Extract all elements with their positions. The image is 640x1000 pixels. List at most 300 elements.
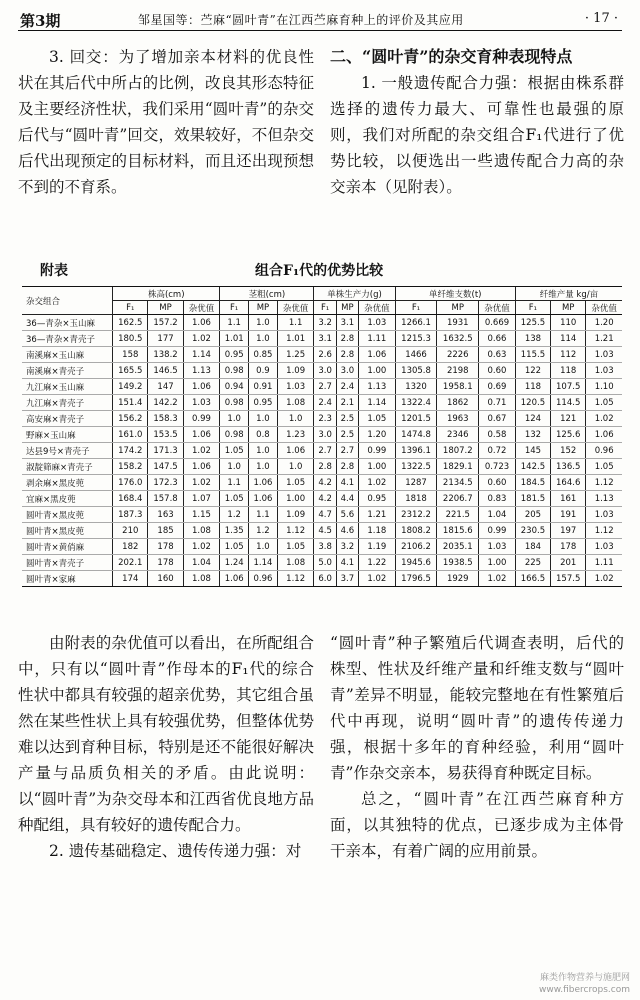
table-row xyxy=(22,443,622,459)
value-cell: 1.12 xyxy=(277,523,314,539)
value-cell: 1474.8 xyxy=(395,427,437,443)
value-cell: 1201.5 xyxy=(395,411,437,427)
left-column-top xyxy=(18,44,314,200)
value-cell: 3.8 xyxy=(314,539,336,555)
subheader-cell: F₁ xyxy=(220,301,249,315)
value-cell: 4.7 xyxy=(314,507,336,523)
value-cell: 121 xyxy=(551,411,586,427)
value-cell: 1.20 xyxy=(359,427,396,443)
value-cell: 2.6 xyxy=(314,347,336,363)
value-cell: 1796.5 xyxy=(395,571,437,587)
value-cell: 1.03 xyxy=(359,315,396,331)
value-cell: 1.13 xyxy=(183,363,220,379)
value-cell: 138 xyxy=(515,331,550,347)
value-cell: 3.7 xyxy=(336,571,358,587)
value-cell: 3.1 xyxy=(314,331,336,347)
value-cell: 1322.4 xyxy=(395,395,437,411)
value-cell: 115.5 xyxy=(515,347,550,363)
value-cell: 1.05 xyxy=(359,411,396,427)
table-row xyxy=(22,507,622,523)
value-cell: 182 xyxy=(113,539,148,555)
value-cell: 225 xyxy=(515,555,550,571)
value-cell: 158.2 xyxy=(113,459,148,475)
combo-cell: 九江麻×青壳子 xyxy=(22,395,113,411)
value-cell: 1.22 xyxy=(359,555,396,571)
value-cell: 0.58 xyxy=(479,427,516,443)
value-cell: 146.5 xyxy=(148,363,183,379)
value-cell: 1.0 xyxy=(277,411,314,427)
value-cell: 0.96 xyxy=(249,571,278,587)
value-cell: 1815.6 xyxy=(437,523,479,539)
table-body xyxy=(22,315,622,587)
value-cell: 1.03 xyxy=(586,363,622,379)
value-cell: 0.95 xyxy=(359,491,396,507)
table-caption: 组合F₁代的优势比较 xyxy=(255,263,384,279)
subheader-cell: F₁ xyxy=(395,301,437,315)
subheader-cell: 杂优值 xyxy=(586,301,622,315)
value-cell: 1.09 xyxy=(277,507,314,523)
value-cell: 2.7 xyxy=(314,443,336,459)
value-cell: 1287 xyxy=(395,475,437,491)
value-cell: 1.06 xyxy=(220,571,249,587)
value-cell: 1958.1 xyxy=(437,379,479,395)
value-cell: 5.0 xyxy=(314,555,336,571)
value-cell: 1.1 xyxy=(249,507,278,523)
value-cell: 3.2 xyxy=(336,539,358,555)
subheader-cell: MP xyxy=(437,301,479,315)
value-cell: 114 xyxy=(551,331,586,347)
value-cell: 125.5 xyxy=(515,315,550,331)
table-row xyxy=(22,427,622,443)
value-cell: 1632.5 xyxy=(437,331,479,347)
value-cell: 1320 xyxy=(395,379,437,395)
value-cell: 0.723 xyxy=(479,459,516,475)
value-cell: 1963 xyxy=(437,411,479,427)
value-cell: 1.03 xyxy=(586,507,622,523)
table-row xyxy=(22,555,622,571)
site-watermark: 麻类作物营养与施肥网 www.fibercrops.com xyxy=(539,973,630,995)
value-cell: 161 xyxy=(551,491,586,507)
value-cell: 1.20 xyxy=(586,315,622,331)
table-row xyxy=(22,363,622,379)
conclusion-paragraph: 总之，“圆叶青”在江西苎麻育种方面，以其独特的优点，已逐步成为主体骨干亲本，有着广阔的应用前景。 xyxy=(330,790,624,860)
value-cell: 180.5 xyxy=(113,331,148,347)
value-cell: 2035.1 xyxy=(437,539,479,555)
value-cell: 2198 xyxy=(437,363,479,379)
subheader-cell: F₁ xyxy=(314,301,336,315)
value-cell: 1.0 xyxy=(249,315,278,331)
heritability-heading: 2. 遗传基础稳定、遗传传递力强：对 xyxy=(49,842,302,860)
value-cell: 1.23 xyxy=(277,427,314,443)
value-cell: 3.2 xyxy=(314,315,336,331)
value-cell: 0.71 xyxy=(479,395,516,411)
combo-cell: 野麻×玉山麻 xyxy=(22,427,113,443)
value-cell: 1.00 xyxy=(359,363,396,379)
value-cell: 184.5 xyxy=(515,475,550,491)
value-cell: 1.06 xyxy=(249,491,278,507)
value-cell: 1.06 xyxy=(586,427,622,443)
value-cell: 176.0 xyxy=(113,475,148,491)
value-cell: 165.5 xyxy=(113,363,148,379)
value-cell: 156.2 xyxy=(113,411,148,427)
value-cell: 0.95 xyxy=(249,395,278,411)
value-cell: 5.6 xyxy=(336,507,358,523)
combo-cell: 36—青杂×青壳子 xyxy=(22,331,113,347)
value-cell: 2312.2 xyxy=(395,507,437,523)
value-cell: 0.95 xyxy=(220,347,249,363)
value-cell: 138.2 xyxy=(148,347,183,363)
value-cell: 1.02 xyxy=(479,571,516,587)
value-cell: 0.94 xyxy=(220,379,249,395)
table-row xyxy=(22,395,622,411)
value-cell: 1.00 xyxy=(359,459,396,475)
value-cell: 177 xyxy=(148,331,183,347)
value-cell: 1215.3 xyxy=(395,331,437,347)
subheader-cell: F₁ xyxy=(515,301,550,315)
value-cell: 1.10 xyxy=(586,379,622,395)
value-cell: 1396.1 xyxy=(395,443,437,459)
heritability-paragraph: “圆叶青”种子繁殖后代调查表明，后代的株型、性状及纤维产量和纤维支数与“圆叶青”差异不明显，能较完整地在有性繁殖后代中再现，说明“圆叶青”的遗传传递力强，根据十多年的育种经验，利用“圆叶青”作杂交亲本，易获得育种既定目标。 xyxy=(330,634,624,782)
value-cell: 147 xyxy=(148,379,183,395)
value-cell: 1305.8 xyxy=(395,363,437,379)
value-cell: 1.0 xyxy=(249,459,278,475)
value-cell: 1.15 xyxy=(183,507,220,523)
table-row xyxy=(22,475,622,491)
value-cell: 152 xyxy=(551,443,586,459)
value-cell: 142.5 xyxy=(515,459,550,475)
value-cell: 1.08 xyxy=(183,523,220,539)
table-title-row xyxy=(40,260,620,282)
value-cell: 4.2 xyxy=(314,475,336,491)
group-header: 茎粗(cm) xyxy=(220,287,314,301)
value-cell: 1.0 xyxy=(249,539,278,555)
value-cell: 0.67 xyxy=(479,411,516,427)
page-header xyxy=(18,8,622,31)
value-cell: 2.8 xyxy=(314,459,336,475)
table-row xyxy=(22,491,622,507)
value-cell: 0.99 xyxy=(479,523,516,539)
subheader-cell: MP xyxy=(249,301,278,315)
value-cell: 149.2 xyxy=(113,379,148,395)
value-cell: 1.06 xyxy=(183,315,220,331)
value-cell: 1.05 xyxy=(220,539,249,555)
value-cell: 1.09 xyxy=(277,363,314,379)
combo-cell: 宜麻×黑皮蔸 xyxy=(22,491,113,507)
value-cell: 178 xyxy=(148,555,183,571)
value-cell: 166.5 xyxy=(515,571,550,587)
table-row xyxy=(22,459,622,475)
value-cell: 1.1 xyxy=(277,315,314,331)
value-cell: 1.25 xyxy=(277,347,314,363)
value-cell: 1.14 xyxy=(249,555,278,571)
value-cell: 2226 xyxy=(437,347,479,363)
combo-cell: 淑靛筛麻×青壳子 xyxy=(22,459,113,475)
value-cell: 120.5 xyxy=(515,395,550,411)
value-cell: 0.83 xyxy=(479,491,516,507)
value-cell: 3.0 xyxy=(336,363,358,379)
combo-cell: 圆叶青×家麻 xyxy=(22,571,113,587)
value-cell: 1.06 xyxy=(183,379,220,395)
value-cell: 1.01 xyxy=(220,331,249,347)
value-cell: 1.21 xyxy=(359,507,396,523)
value-cell: 1.06 xyxy=(183,427,220,443)
subheader-cell: MP xyxy=(551,301,586,315)
page-number: · 17 · xyxy=(584,11,618,26)
value-cell: 1.02 xyxy=(183,331,220,347)
table-row xyxy=(22,571,622,587)
table-row xyxy=(22,523,622,539)
table-row xyxy=(22,347,622,363)
subheader-cell: 杂优值 xyxy=(277,301,314,315)
value-cell: 202.1 xyxy=(113,555,148,571)
value-cell: 1.0 xyxy=(249,443,278,459)
value-cell: 2106.2 xyxy=(395,539,437,555)
value-cell: 0.63 xyxy=(479,347,516,363)
value-cell: 4.2 xyxy=(314,491,336,507)
combo-cell: 南溪麻×青壳子 xyxy=(22,363,113,379)
value-cell: 125.6 xyxy=(551,427,586,443)
value-cell: 1.04 xyxy=(479,507,516,523)
table-label: 附表 xyxy=(40,263,68,279)
value-cell: 1466 xyxy=(395,347,437,363)
value-cell: 1.02 xyxy=(586,571,622,587)
value-cell: 1931 xyxy=(437,315,479,331)
value-cell: 1.11 xyxy=(359,331,396,347)
value-cell: 1.00 xyxy=(479,555,516,571)
value-cell: 1.14 xyxy=(359,395,396,411)
combo-cell: 圆叶青×黑皮蔸 xyxy=(22,507,113,523)
value-cell: 205 xyxy=(515,507,550,523)
value-cell: 1.13 xyxy=(586,491,622,507)
value-cell: 1808.2 xyxy=(395,523,437,539)
value-cell: 2.7 xyxy=(336,443,358,459)
value-cell: 197 xyxy=(551,523,586,539)
value-cell: 172.3 xyxy=(148,475,183,491)
value-cell: 1.08 xyxy=(277,395,314,411)
combo-cell: 剥余麻×黑皮蔸 xyxy=(22,475,113,491)
value-cell: 158.3 xyxy=(148,411,183,427)
value-cell: 1266.1 xyxy=(395,315,437,331)
value-cell: 2.4 xyxy=(314,395,336,411)
value-cell: 1862 xyxy=(437,395,479,411)
right-column-top xyxy=(330,44,624,200)
value-cell: 132 xyxy=(515,427,550,443)
combo-cell: 高安麻×青壳子 xyxy=(22,411,113,427)
value-cell: 0.9 xyxy=(249,363,278,379)
combo-cell: 圆叶青×青壳子 xyxy=(22,555,113,571)
value-cell: 191 xyxy=(551,507,586,523)
value-cell: 1.06 xyxy=(277,443,314,459)
value-cell: 1.24 xyxy=(220,555,249,571)
value-cell: 230.5 xyxy=(515,523,550,539)
value-cell: 2.3 xyxy=(314,411,336,427)
value-cell: 4.6 xyxy=(336,523,358,539)
group-header: 纤维产量 kg/亩 xyxy=(515,287,622,301)
value-cell: 1.04 xyxy=(183,555,220,571)
value-cell: 1.03 xyxy=(183,395,220,411)
value-cell: 0.60 xyxy=(479,363,516,379)
value-cell: 1.03 xyxy=(479,539,516,555)
value-cell: 3.0 xyxy=(314,363,336,379)
value-cell: 164.6 xyxy=(551,475,586,491)
value-cell: 0.99 xyxy=(183,411,220,427)
value-cell: 1.35 xyxy=(220,523,249,539)
value-cell: 1.08 xyxy=(183,571,220,587)
table-row xyxy=(22,331,622,347)
value-cell: 118 xyxy=(551,363,586,379)
group-header: 单纤维支数(t) xyxy=(395,287,515,301)
value-cell: 2206.7 xyxy=(437,491,479,507)
value-cell: 0.669 xyxy=(479,315,516,331)
value-cell: 1.05 xyxy=(277,539,314,555)
value-cell: 157.8 xyxy=(148,491,183,507)
value-cell: 1929 xyxy=(437,571,479,587)
value-cell: 171.3 xyxy=(148,443,183,459)
value-cell: 1.05 xyxy=(586,459,622,475)
backcross-paragraph: 3. 回交：为了增加亲本材料的优良性状在其后代中所占的比例，改良其形态特征及主要经济性状，我们采用“圆叶青”的杂交后代与“圆叶青”回交，效果较好，不但杂交后代出现预定的目标材料，而且还出现预想不到的不育系。 xyxy=(18,48,314,196)
analysis-paragraph: 由附表的杂优值可以看出，在所配组合中，只有以“圆叶青”作母本的F₁代的综合性状中都具有较强的超亲优势，其它组合虽然在某些性状上具有较强优势，但整体优势难以达到育种目标，特别是还不能很好解决产量与品质负相关的矛盾。由此说明：以“圆叶青”为杂交母本和江西省优良地方品种配组，具有较好的遗传配合力。 xyxy=(18,634,314,834)
subheader-cell: 杂优值 xyxy=(359,301,396,315)
value-cell: 118 xyxy=(515,379,550,395)
value-cell: 0.85 xyxy=(249,347,278,363)
value-cell: 1.05 xyxy=(586,395,622,411)
value-cell: 157.2 xyxy=(148,315,183,331)
value-cell: 1.01 xyxy=(277,331,314,347)
value-cell: 1322.5 xyxy=(395,459,437,475)
subheader-cell: MP xyxy=(148,301,183,315)
value-cell: 122 xyxy=(515,363,550,379)
value-cell: 153.5 xyxy=(148,427,183,443)
combo-cell: 达县9号×青壳子 xyxy=(22,443,113,459)
value-cell: 157.5 xyxy=(551,571,586,587)
value-cell: 0.69 xyxy=(479,379,516,395)
table-subheader-row xyxy=(22,301,622,315)
value-cell: 107.5 xyxy=(551,379,586,395)
value-cell: 1.0 xyxy=(220,411,249,427)
issue-number: 第3期 xyxy=(20,12,61,30)
value-cell: 162.5 xyxy=(113,315,148,331)
combo-cell: 圆叶青×黄俏麻 xyxy=(22,539,113,555)
value-cell: 1.0 xyxy=(249,411,278,427)
value-cell: 1.03 xyxy=(586,539,622,555)
value-cell: 1.21 xyxy=(586,331,622,347)
value-cell: 1.06 xyxy=(183,459,220,475)
value-cell: 2.8 xyxy=(336,459,358,475)
subheader-cell: F₁ xyxy=(113,301,148,315)
value-cell: 0.72 xyxy=(479,443,516,459)
value-cell: 0.66 xyxy=(479,331,516,347)
value-cell: 158 xyxy=(113,347,148,363)
value-cell: 2134.5 xyxy=(437,475,479,491)
subheader-cell: MP xyxy=(336,301,358,315)
value-cell: 4.1 xyxy=(336,475,358,491)
value-cell: 181.5 xyxy=(515,491,550,507)
value-cell: 4.4 xyxy=(336,491,358,507)
value-cell: 1.03 xyxy=(586,347,622,363)
value-cell: 2.7 xyxy=(314,379,336,395)
value-cell: 1.2 xyxy=(249,523,278,539)
value-cell: 0.8 xyxy=(249,427,278,443)
table-row xyxy=(22,379,622,395)
value-cell: 114.5 xyxy=(551,395,586,411)
value-cell: 1.02 xyxy=(359,571,396,587)
value-cell: 1.1 xyxy=(220,315,249,331)
value-cell: 3.0 xyxy=(314,427,336,443)
table-row xyxy=(22,411,622,427)
value-cell: 1.05 xyxy=(220,491,249,507)
value-cell: 1.08 xyxy=(277,555,314,571)
value-cell: 1.00 xyxy=(277,491,314,507)
value-cell: 110 xyxy=(551,315,586,331)
value-cell: 1.02 xyxy=(183,443,220,459)
value-cell: 124 xyxy=(515,411,550,427)
value-cell: 0.99 xyxy=(359,443,396,459)
value-cell: 0.98 xyxy=(220,363,249,379)
value-cell: 1829.1 xyxy=(437,459,479,475)
value-cell: 1.0 xyxy=(277,459,314,475)
table-row xyxy=(22,315,622,331)
value-cell: 4.5 xyxy=(314,523,336,539)
value-cell: 2346 xyxy=(437,427,479,443)
value-cell: 1.12 xyxy=(277,571,314,587)
value-cell: 6.0 xyxy=(314,571,336,587)
combo-cell: 圆叶青×黑皮蔸 xyxy=(22,523,113,539)
value-cell: 160 xyxy=(148,571,183,587)
left-column-bottom xyxy=(18,630,314,864)
value-cell: 136.5 xyxy=(551,459,586,475)
value-cell: 178 xyxy=(551,539,586,555)
combo-column-header: 杂交组合 xyxy=(22,287,113,315)
value-cell: 185 xyxy=(148,523,183,539)
value-cell: 1.02 xyxy=(183,539,220,555)
right-column-bottom xyxy=(330,630,624,864)
value-cell: 1.18 xyxy=(359,523,396,539)
value-cell: 163 xyxy=(148,507,183,523)
value-cell: 2.4 xyxy=(336,379,358,395)
value-cell: 1.02 xyxy=(183,475,220,491)
value-cell: 1.07 xyxy=(183,491,220,507)
value-cell: 1.02 xyxy=(586,411,622,427)
combo-cell: 36—青杂×玉山麻 xyxy=(22,315,113,331)
group-header: 单株生产力(g) xyxy=(314,287,395,301)
running-title: 邹星国等：苎麻“圆叶青”在江西苎麻育种上的评价及其应用 xyxy=(138,13,464,27)
value-cell: 145 xyxy=(515,443,550,459)
value-cell: 1.05 xyxy=(220,443,249,459)
value-cell: 1.2 xyxy=(220,507,249,523)
value-cell: 2.8 xyxy=(336,347,358,363)
value-cell: 1938.5 xyxy=(437,555,479,571)
value-cell: 4.1 xyxy=(336,555,358,571)
value-cell: 1.11 xyxy=(586,555,622,571)
value-cell: 3.1 xyxy=(336,315,358,331)
value-cell: 147.5 xyxy=(148,459,183,475)
value-cell: 0.98 xyxy=(220,427,249,443)
value-cell: 1.12 xyxy=(586,475,622,491)
value-cell: 178 xyxy=(148,539,183,555)
value-cell: 1945.6 xyxy=(395,555,437,571)
value-cell: 0.91 xyxy=(249,379,278,395)
value-cell: 1.05 xyxy=(277,475,314,491)
value-cell: 142.2 xyxy=(148,395,183,411)
value-cell: 161.0 xyxy=(113,427,148,443)
value-cell: 1.0 xyxy=(249,331,278,347)
value-cell: 1807.2 xyxy=(437,443,479,459)
group-header: 株高(cm) xyxy=(113,287,220,301)
combo-cell: 南溪麻×玉山麻 xyxy=(22,347,113,363)
f1-heterosis-table xyxy=(22,286,622,587)
value-cell: 1.13 xyxy=(359,379,396,395)
value-cell: 1818 xyxy=(395,491,437,507)
